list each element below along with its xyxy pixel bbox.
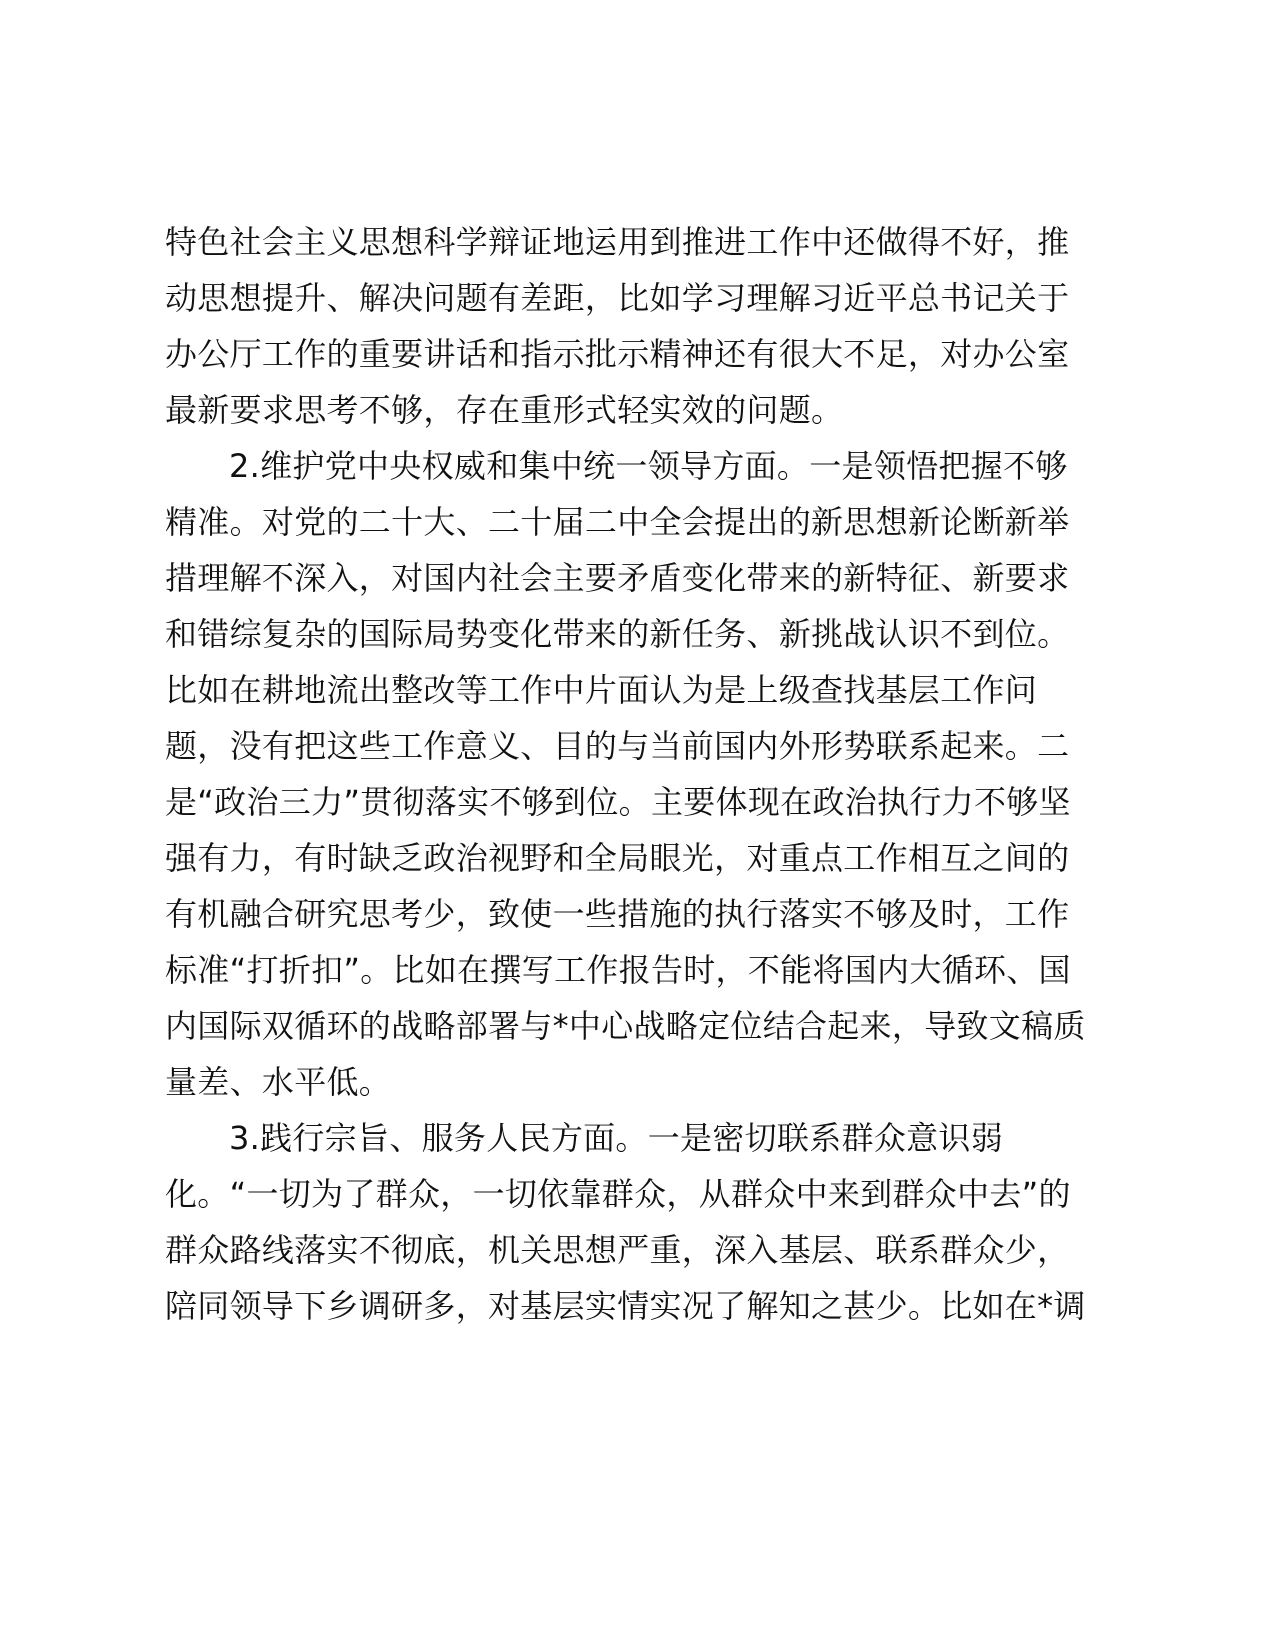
text-line: 量差、水平低。 [165,1063,392,1101]
text-line: 是“政治三力”贯彻落实不够到位。主要体现在政治执行力不够坚 [165,783,1071,821]
text-line: 办公厅工作的重要讲话和指示批示精神还有很大不足，对办公室 [165,335,1070,373]
text-line: 有机融合研究思考少，致使一些措施的执行落实不够及时，工作 [165,895,1070,933]
text-line: 化。“一切为了群众，一切依靠群众，从群众中来到群众中去”的 [165,1175,1071,1213]
text-line: 内国际双循环的战略部署与*中心战略定位结合起来，导致文稿质 [165,1007,1086,1045]
paragraph-2-start: 2.维护党中央权威和集中统一领导方面。一是领悟把握不够 [229,447,1068,485]
text-line: 精准。对党的二十大、二十届二中全会提出的新思想新论断新举 [165,503,1070,541]
text-line: 特色社会主义思想科学辩证地运用到推进工作中还做得不好，推 [165,223,1070,261]
text-line: 动思想提升、解决问题有差距，比如学习理解习近平总书记关于 [165,279,1070,317]
text-line: 措理解不深入，对国内社会主要矛盾变化带来的新特征、新要求 [165,559,1070,597]
text-line: 群众路线落实不彻底，机关思想严重，深入基层、联系群众少， [165,1231,1070,1269]
text-line: 陪同领导下乡调研多，对基层实情实况了解知之甚少。比如在*调 [165,1287,1086,1325]
text-line: 最新要求思考不够，存在重形式轻实效的问题。 [165,391,844,429]
paragraph-3-start: 3.践行宗旨、服务人民方面。一是密切联系群众意识弱 [229,1119,1004,1157]
text-line: 题，没有把这些工作意义、目的与当前国内外形势联系起来。二 [165,727,1070,765]
text-line: 标准“打折扣”。比如在撰写工作报告时，不能将国内大循环、国 [165,951,1071,989]
text-line: 和错综复杂的国际局势变化带来的新任务、新挑战认识不到位。 [165,615,1070,653]
text-line: 强有力，有时缺乏政治视野和全局眼光，对重点工作相互之间的 [165,839,1070,877]
text-line: 比如在耕地流出整改等工作中片面认为是上级查找基层工作问 [165,671,1038,709]
